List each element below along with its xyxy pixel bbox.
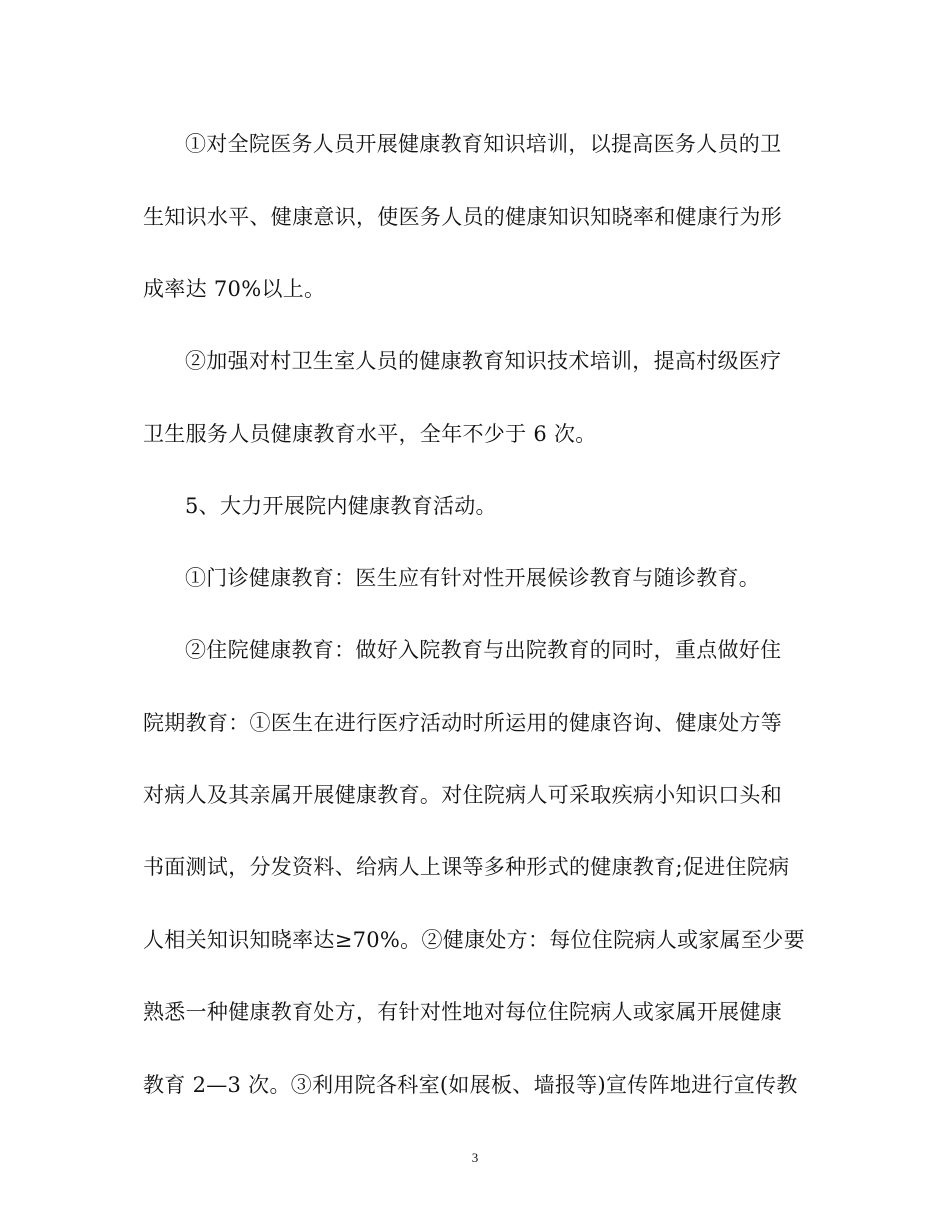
paragraph-line: ①门诊健康教育：医生应有针对性开展候诊教育与随诊教育。 — [185, 566, 761, 590]
paragraph-line: 成率达 70%以上。 — [143, 277, 326, 301]
section-heading: 5、大力开展院内健康教育活动。 — [185, 494, 497, 518]
paragraph-line: 生知识水平、健康意识，使医务人员的健康知识知晓率和健康行为形 — [143, 205, 782, 229]
paragraph-line: 教育 2—3 次。③利用院各科室(如展板、墙报等)宣传阵地进行宣传教 — [143, 1073, 798, 1097]
page-number: 3 — [471, 1150, 479, 1165]
paragraph-line: ②住院健康教育：做好入院教育与出院教育的同时，重点做好住 — [185, 638, 782, 662]
paragraph-line: ②加强对村卫生室人员的健康教育知识技术培训，提高村级医疗 — [185, 349, 782, 373]
paragraph-line: 院期教育：①医生在进行医疗活动时所运用的健康咨询、健康处方等 — [143, 711, 782, 735]
paragraph-line: ①对全院医务人员开展健康教育知识培训，以提高医务人员的卫 — [185, 132, 782, 156]
paragraph-line: 熟悉一种健康教育处方，有针对性地对每位住院病人或家属开展健康 — [143, 1000, 782, 1024]
paragraph-line: 书面测试，分发资料、给病人上课等多种形式的健康教育;促进住院病 — [143, 855, 790, 879]
paragraph-line: 人相关知识知晓率达≥70%。②健康处方：每位住院病人或家属至少要 — [143, 928, 805, 952]
paragraph-line: 对病人及其亲属开展健康教育。对住院病人可采取疾病小知识口头和 — [143, 783, 782, 807]
paragraph-line: 卫生服务人员健康教育水平，全年不少于 6 次。 — [143, 422, 597, 446]
